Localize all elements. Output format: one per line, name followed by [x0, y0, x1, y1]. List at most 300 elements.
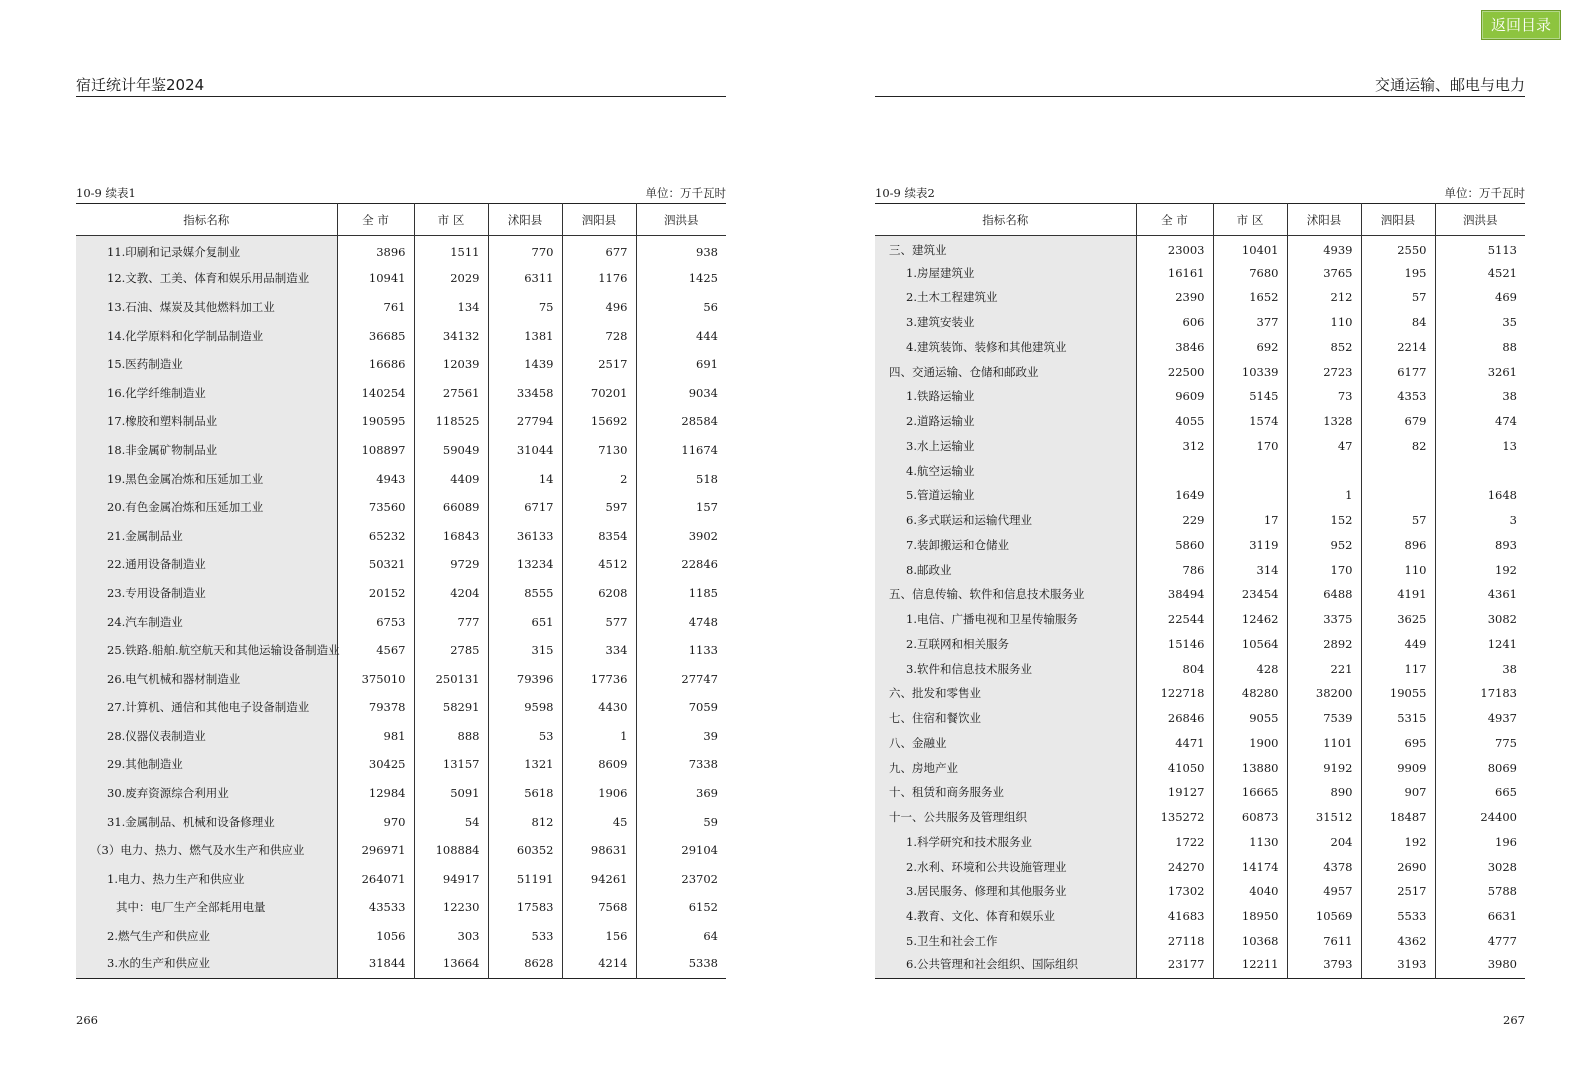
- table-cell: 314: [1213, 557, 1287, 582]
- table-cell: 3896: [337, 236, 414, 265]
- table-cell: 1: [1287, 483, 1361, 508]
- table-cell: 1381: [488, 321, 562, 350]
- table-cell: 13664: [414, 950, 488, 979]
- table-row: [875, 706, 1525, 731]
- row-label: 15.医药制造业: [76, 350, 337, 379]
- table-row: [875, 236, 1525, 261]
- column-header: 指标名称: [875, 204, 1136, 236]
- row-label: 3.软件和信息技术服务业: [875, 656, 1136, 681]
- row-label: 七、住宿和餐饮业: [875, 706, 1136, 731]
- row-label: 17.橡胶和塑料制品业: [76, 407, 337, 436]
- table-cell: 3261: [1435, 359, 1525, 384]
- table-cell: 12984: [337, 779, 414, 808]
- table-cell: 1425: [636, 264, 726, 293]
- table-cell: 761: [337, 293, 414, 322]
- table-cell: 108884: [414, 836, 488, 865]
- table-row: [76, 464, 726, 493]
- row-label: 23.专用设备制造业: [76, 579, 337, 608]
- table-row: [875, 879, 1525, 904]
- table-cell: 12039: [414, 350, 488, 379]
- table-cell: 122718: [1136, 681, 1213, 706]
- table-cell: 786: [1136, 557, 1213, 582]
- table-cell: 35: [1435, 310, 1525, 335]
- table-cell: 22846: [636, 550, 726, 579]
- table-cell: 3625: [1361, 607, 1435, 632]
- table-cell: 2723: [1287, 359, 1361, 384]
- table-cell: 79378: [337, 693, 414, 722]
- row-label: 22.通用设备制造业: [76, 550, 337, 579]
- row-label: 6.多式联运和运输代理业: [875, 508, 1136, 533]
- table-cell: 469: [1435, 285, 1525, 310]
- table-cell: 10564: [1213, 632, 1287, 657]
- table-cell: 8069: [1435, 755, 1525, 780]
- table-cell: 10339: [1213, 359, 1287, 384]
- table-cell: 3765: [1287, 260, 1361, 285]
- table-row: [875, 607, 1525, 632]
- table-cell: 134: [414, 293, 488, 322]
- table-cell: 38494: [1136, 582, 1213, 607]
- table-cell: 770: [488, 236, 562, 265]
- table-caption: [76, 185, 726, 201]
- table-cell: 2517: [562, 350, 636, 379]
- table-cell: 695: [1361, 731, 1435, 756]
- table-cell: 117: [1361, 656, 1435, 681]
- table-cell: 315: [488, 636, 562, 665]
- table-cell: 3793: [1287, 953, 1361, 978]
- table-row: [875, 359, 1525, 384]
- row-label: 4.建筑装饰、装修和其他建筑业: [875, 335, 1136, 360]
- table-cell: 56: [636, 293, 726, 322]
- table-cell: 34132: [414, 321, 488, 350]
- table-cell: 23702: [636, 865, 726, 894]
- table-cell: 26846: [1136, 706, 1213, 731]
- table-cell: 27118: [1136, 929, 1213, 954]
- table-cell: 7059: [636, 693, 726, 722]
- table-cell: 27794: [488, 407, 562, 436]
- table-cell: 3980: [1435, 953, 1525, 978]
- row-label: 4.航空运输业: [875, 458, 1136, 483]
- table-row: [875, 335, 1525, 360]
- table-cell: 7338: [636, 750, 726, 779]
- table-cell: 3902: [636, 521, 726, 550]
- table-cell: 9034: [636, 378, 726, 407]
- table-row: [76, 350, 726, 379]
- table-cell: 12230: [414, 893, 488, 922]
- table-cell: 33458: [488, 378, 562, 407]
- row-label: 2.土木工程建筑业: [875, 285, 1136, 310]
- table-cell: 4777: [1435, 929, 1525, 954]
- table-cell: 4937: [1435, 706, 1525, 731]
- table-cell: 28584: [636, 407, 726, 436]
- back-to-contents-button[interactable]: 返回目录: [1482, 11, 1560, 39]
- table-cell: 4055: [1136, 409, 1213, 434]
- table-cell: 303: [414, 922, 488, 951]
- table-cell: 12462: [1213, 607, 1287, 632]
- statistics-table: [875, 203, 1525, 979]
- table-cell: 533: [488, 922, 562, 951]
- table-cell: 6488: [1287, 582, 1361, 607]
- table-cell: 2517: [1361, 879, 1435, 904]
- table-cell: 970: [337, 807, 414, 836]
- table-row: [875, 458, 1525, 483]
- table-cell: 5113: [1435, 236, 1525, 261]
- table-cell: 6631: [1435, 904, 1525, 929]
- table-cell: 250131: [414, 664, 488, 693]
- row-label: 2.道路运输业: [875, 409, 1136, 434]
- table-cell: 5338: [636, 950, 726, 979]
- table-cell: 6152: [636, 893, 726, 922]
- table-cell: 7130: [562, 436, 636, 465]
- table-cell: 1649: [1136, 483, 1213, 508]
- page-number: 267: [1503, 1013, 1525, 1027]
- table-cell: 606: [1136, 310, 1213, 335]
- table-row: [76, 922, 726, 951]
- table-cell: 12211: [1213, 953, 1287, 978]
- table-cell: 4567: [337, 636, 414, 665]
- table-cell: 13: [1435, 434, 1525, 459]
- running-header: 宿迁统计年鉴2024: [76, 75, 726, 97]
- table-unit: 单位：万千瓦时: [1444, 186, 1525, 200]
- table-cell: 9598: [488, 693, 562, 722]
- row-label: 12.文教、工美、体育和娱乐用品制造业: [76, 264, 337, 293]
- table-cell: 2550: [1361, 236, 1435, 261]
- table-cell: 4748: [636, 607, 726, 636]
- table-cell: 229: [1136, 508, 1213, 533]
- left-page: [76, 0, 726, 1077]
- table-row: [875, 731, 1525, 756]
- row-label: 7.装卸搬运和仓储业: [875, 533, 1136, 558]
- table-cell: 14174: [1213, 854, 1287, 879]
- row-label: 30.废弃资源综合利用业: [76, 779, 337, 808]
- table-cell: 264071: [337, 865, 414, 894]
- table-cell: 2892: [1287, 632, 1361, 657]
- table-row: [76, 321, 726, 350]
- table-cell: 888: [414, 722, 488, 751]
- table-cell: 2690: [1361, 854, 1435, 879]
- table-cell: 375010: [337, 664, 414, 693]
- row-label: 1.电信、广播电视和卫星传输服务: [875, 607, 1136, 632]
- table-cell: 1328: [1287, 409, 1361, 434]
- table-cell: 938: [636, 236, 726, 265]
- row-label: 14.化学原料和化学制品制造业: [76, 321, 337, 350]
- table-cell: 692: [1213, 335, 1287, 360]
- table-cell: 728: [562, 321, 636, 350]
- table-cell: 14: [488, 464, 562, 493]
- table-cell: 1574: [1213, 409, 1287, 434]
- table-cell: 890: [1287, 780, 1361, 805]
- table-cell: 59: [636, 807, 726, 836]
- table-cell: 6177: [1361, 359, 1435, 384]
- row-label: 四、交通运输、仓储和邮政业: [875, 359, 1136, 384]
- table-cell: 9055: [1213, 706, 1287, 731]
- table-row: [875, 681, 1525, 706]
- row-label: （3）电力、热力、燃气及水生产和供应业: [76, 836, 337, 865]
- table-row: [875, 929, 1525, 954]
- row-label: 18.非金属矿物制品业: [76, 436, 337, 465]
- table-cell: 13157: [414, 750, 488, 779]
- table-cell: 651: [488, 607, 562, 636]
- table-cell: 377: [1213, 310, 1287, 335]
- table-cell: 852: [1287, 335, 1361, 360]
- table-cell: 3375: [1287, 607, 1361, 632]
- row-label: 1.电力、热力生产和供应业: [76, 865, 337, 894]
- table-cell: 31044: [488, 436, 562, 465]
- table-cell: 10941: [337, 264, 414, 293]
- table-cell: 4409: [414, 464, 488, 493]
- table-cell: 1133: [636, 636, 726, 665]
- table-cell: 16665: [1213, 780, 1287, 805]
- table-cell: 190595: [337, 407, 414, 436]
- table-cell: 444: [636, 321, 726, 350]
- table-cell: 4214: [562, 950, 636, 979]
- row-label: 九、房地产业: [875, 755, 1136, 780]
- row-label: 11.印刷和记录媒介复制业: [76, 236, 337, 265]
- table-cell: 23454: [1213, 582, 1287, 607]
- row-label: 8.邮政业: [875, 557, 1136, 582]
- table-row: [76, 550, 726, 579]
- table-cell: 192: [1361, 830, 1435, 855]
- table-cell: 4040: [1213, 879, 1287, 904]
- row-label: 3.建筑安装业: [875, 310, 1136, 335]
- right-page: [875, 0, 1525, 1077]
- table-cell: 6311: [488, 264, 562, 293]
- table-cell: 334: [562, 636, 636, 665]
- table-cell: 1900: [1213, 731, 1287, 756]
- column-header: 泗阳县: [1361, 204, 1435, 236]
- table-cell: 804: [1136, 656, 1213, 681]
- table-cell: 36685: [337, 321, 414, 350]
- table-cell: 4512: [562, 550, 636, 579]
- table-row: [76, 579, 726, 608]
- table-cell: 110: [1361, 557, 1435, 582]
- table-cell: 4957: [1287, 879, 1361, 904]
- table-cell: 24400: [1435, 805, 1525, 830]
- table-cell: 691: [636, 350, 726, 379]
- table-cell: 94917: [414, 865, 488, 894]
- table-row: [76, 493, 726, 522]
- table-cell: 8609: [562, 750, 636, 779]
- table-cell: 156: [562, 922, 636, 951]
- table-cell: 2214: [1361, 335, 1435, 360]
- table-cell: 577: [562, 607, 636, 636]
- table-cell: 58291: [414, 693, 488, 722]
- table-cell: 73: [1287, 384, 1361, 409]
- table-cell: 3193: [1361, 953, 1435, 978]
- table-row: [76, 378, 726, 407]
- row-label: 十、租赁和商务服务业: [875, 780, 1136, 805]
- table-cell: 70201: [562, 378, 636, 407]
- column-header: 沭阳县: [1287, 204, 1361, 236]
- row-label: 31.金属制品、机械和设备修理业: [76, 807, 337, 836]
- table-cell: 496: [562, 293, 636, 322]
- table-cell: 3119: [1213, 533, 1287, 558]
- table-cell: 118525: [414, 407, 488, 436]
- table-row: [76, 636, 726, 665]
- table-cell: 31512: [1287, 805, 1361, 830]
- table-cell: 98631: [562, 836, 636, 865]
- row-label: 13.石油、煤炭及其他燃料加工业: [76, 293, 337, 322]
- table-cell: 5091: [414, 779, 488, 808]
- table-cell: 57: [1361, 285, 1435, 310]
- table-cell: 5618: [488, 779, 562, 808]
- table-cell: 2785: [414, 636, 488, 665]
- column-header: 沭阳县: [488, 204, 562, 236]
- table-cell: 6753: [337, 607, 414, 636]
- table-cell: 8555: [488, 579, 562, 608]
- row-label: 27.计算机、通信和其他电子设备制造业: [76, 693, 337, 722]
- row-label: 24.汽车制造业: [76, 607, 337, 636]
- table-cell: [1361, 458, 1435, 483]
- table-cell: 9729: [414, 550, 488, 579]
- table-cell: 907: [1361, 780, 1435, 805]
- table-cell: 15692: [562, 407, 636, 436]
- table-cell: 1241: [1435, 632, 1525, 657]
- table-cell: 4939: [1287, 236, 1361, 261]
- table-cell: 39: [636, 722, 726, 751]
- table-cell: 16686: [337, 350, 414, 379]
- table-cell: 82: [1361, 434, 1435, 459]
- table-cell: 981: [337, 722, 414, 751]
- table-cell: 88: [1435, 335, 1525, 360]
- table-row: [875, 533, 1525, 558]
- table-cell: 10569: [1287, 904, 1361, 929]
- table-cell: 38200: [1287, 681, 1361, 706]
- table-unit: 单位：万千瓦时: [645, 186, 726, 200]
- table-cell: 17736: [562, 664, 636, 693]
- table-cell: 20152: [337, 579, 414, 608]
- table-cell: [1287, 458, 1361, 483]
- page-number: 266: [76, 1013, 98, 1027]
- running-header: 交通运输、邮电与电力: [875, 75, 1525, 97]
- table-cell: 3028: [1435, 854, 1525, 879]
- table-cell: 518: [636, 464, 726, 493]
- table-row: [76, 779, 726, 808]
- table-row: [875, 854, 1525, 879]
- table-title: 10-9 续表1: [76, 186, 136, 200]
- table-row: [875, 830, 1525, 855]
- table-row: [875, 656, 1525, 681]
- table-row: [875, 310, 1525, 335]
- table-cell: [1435, 458, 1525, 483]
- table-cell: 45: [562, 807, 636, 836]
- table-cell: 1439: [488, 350, 562, 379]
- row-label: 2.互联网和相关服务: [875, 632, 1136, 657]
- table-cell: 157: [636, 493, 726, 522]
- table-cell: 5145: [1213, 384, 1287, 409]
- table-cell: 7568: [562, 893, 636, 922]
- table-row: [875, 384, 1525, 409]
- table-row: [875, 409, 1525, 434]
- table-row: [76, 407, 726, 436]
- row-label: 3.水上运输业: [875, 434, 1136, 459]
- table-cell: 24270: [1136, 854, 1213, 879]
- table-row: [76, 807, 726, 836]
- table-row: [76, 693, 726, 722]
- table-cell: 60873: [1213, 805, 1287, 830]
- table-cell: 15146: [1136, 632, 1213, 657]
- table-row: [76, 750, 726, 779]
- table-row: [875, 780, 1525, 805]
- table-cell: 1906: [562, 779, 636, 808]
- table-cell: 2029: [414, 264, 488, 293]
- table-cell: 212: [1287, 285, 1361, 310]
- table-cell: 31844: [337, 950, 414, 979]
- table-cell: 1130: [1213, 830, 1287, 855]
- table-cell: 36133: [488, 521, 562, 550]
- table-cell: [1213, 458, 1287, 483]
- table-cell: [1136, 458, 1213, 483]
- table-cell: 18950: [1213, 904, 1287, 929]
- table-cell: 27561: [414, 378, 488, 407]
- row-label: 5.管道运输业: [875, 483, 1136, 508]
- table-cell: 17: [1213, 508, 1287, 533]
- table-cell: 47: [1287, 434, 1361, 459]
- table-row: [76, 607, 726, 636]
- row-label: 1.铁路运输业: [875, 384, 1136, 409]
- table-cell: 10368: [1213, 929, 1287, 954]
- table-cell: 170: [1213, 434, 1287, 459]
- table-row: [76, 893, 726, 922]
- table-cell: 665: [1435, 780, 1525, 805]
- table-cell: 23003: [1136, 236, 1213, 261]
- table-cell: 30425: [337, 750, 414, 779]
- table-cell: 195: [1361, 260, 1435, 285]
- table-cell: 679: [1361, 409, 1435, 434]
- row-label: 26.电气机械和器材制造业: [76, 664, 337, 693]
- table-cell: 17583: [488, 893, 562, 922]
- table-cell: 4378: [1287, 854, 1361, 879]
- table-cell: 1511: [414, 236, 488, 265]
- table-cell: 893: [1435, 533, 1525, 558]
- table-cell: 2390: [1136, 285, 1213, 310]
- row-label: 三、建筑业: [875, 236, 1136, 261]
- table-cell: 474: [1435, 409, 1525, 434]
- table-row: [875, 483, 1525, 508]
- table-cell: 1056: [337, 922, 414, 951]
- table-row: [875, 904, 1525, 929]
- table-cell: 777: [414, 607, 488, 636]
- table-row: [875, 557, 1525, 582]
- table-cell: 43533: [337, 893, 414, 922]
- row-label: 其中：电厂生产全部耗用电量: [76, 893, 337, 922]
- table-cell: 38: [1435, 656, 1525, 681]
- table-cell: 4191: [1361, 582, 1435, 607]
- table-cell: 17302: [1136, 879, 1213, 904]
- table-cell: 65232: [337, 521, 414, 550]
- table-row: [875, 508, 1525, 533]
- table-row: [76, 950, 726, 979]
- table-cell: 27747: [636, 664, 726, 693]
- table-cell: 369: [636, 779, 726, 808]
- table-cell: 29104: [636, 836, 726, 865]
- table-cell: 597: [562, 493, 636, 522]
- table-cell: 22500: [1136, 359, 1213, 384]
- table-cell: 59049: [414, 436, 488, 465]
- table-cell: [1213, 483, 1287, 508]
- table-cell: 152: [1287, 508, 1361, 533]
- table-cell: 428: [1213, 656, 1287, 681]
- table-cell: 22544: [1136, 607, 1213, 632]
- table-cell: 16161: [1136, 260, 1213, 285]
- row-label: 2.水利、环境和公共设施管理业: [875, 854, 1136, 879]
- table-cell: 4204: [414, 579, 488, 608]
- table-cell: 1321: [488, 750, 562, 779]
- table-cell: 7611: [1287, 929, 1361, 954]
- table-cell: 296971: [337, 836, 414, 865]
- table-cell: 3846: [1136, 335, 1213, 360]
- table-cell: 4353: [1361, 384, 1435, 409]
- table-cell: 4471: [1136, 731, 1213, 756]
